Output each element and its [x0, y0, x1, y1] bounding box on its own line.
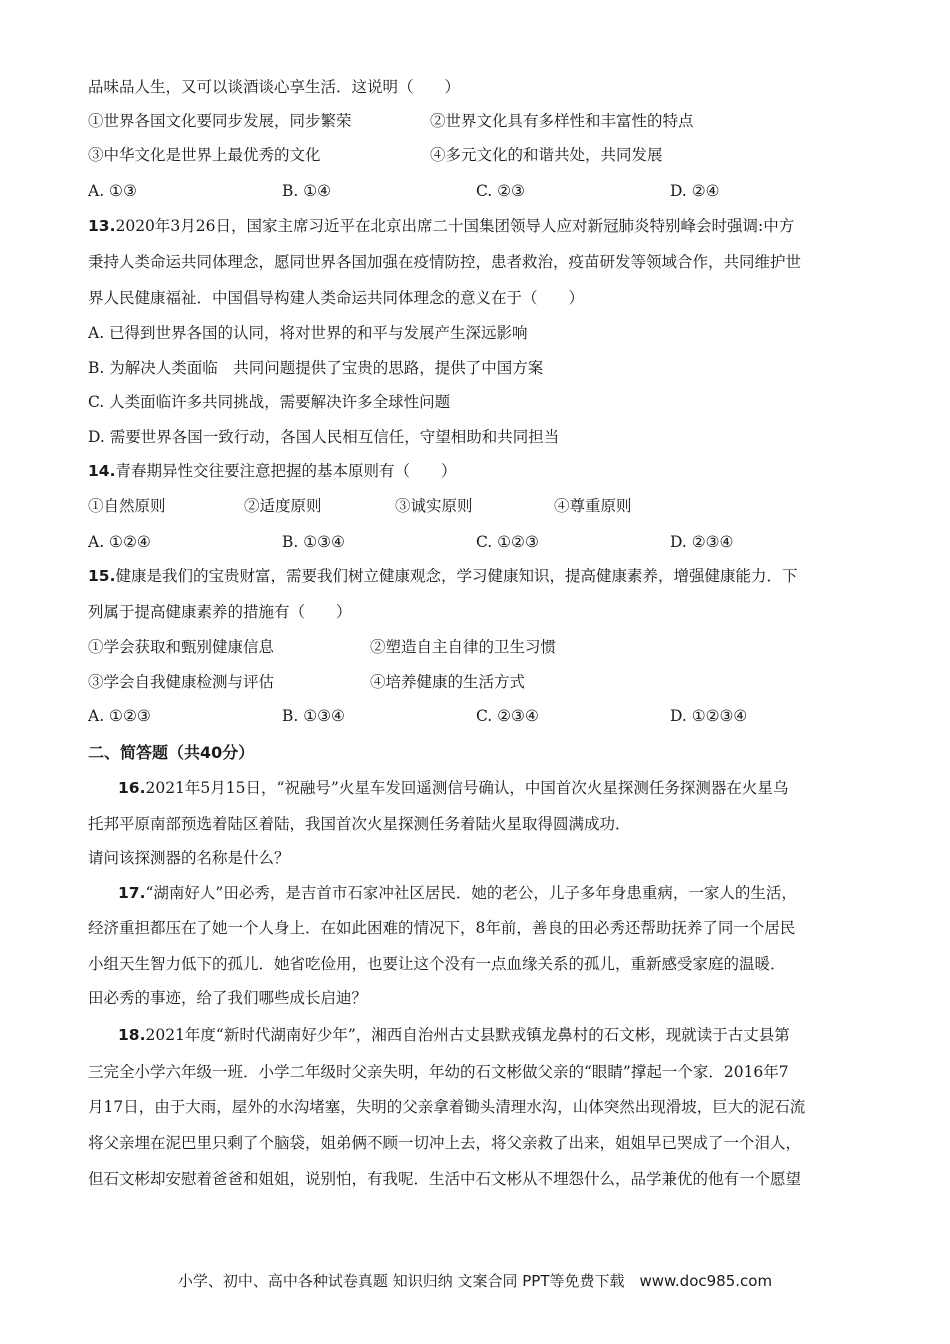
q15-option-b: B. ①③④ — [282, 707, 345, 725]
q15-item-1: ①学会获取和甄别健康信息 — [88, 638, 275, 656]
q15-item-2: ②塑造自主自律的卫生习惯 — [370, 638, 557, 656]
q16-line-1: 16.2021年5月15日，“祝融号”火星车发回遥测信号确认，中国首次火星探测任务探测器在火星乌 — [118, 779, 789, 797]
q18-number: 18. — [118, 1026, 146, 1044]
q12-item-1: ①世界各国文化要同步发展，同步繁荣 — [88, 112, 352, 130]
q17-line-1: 17.“湖南好人”田必秀，是吉首市石家冲社区居民．她的老公，儿子多年身患重病，一家人的生活， — [118, 884, 797, 902]
q18-line-5: 但石文彬却安慰着爸爸和姐姐，说别怕，有我呢．生活中石文彬从不埋怨什么，品学兼优的他有一个愿望 — [88, 1170, 802, 1188]
q14-option-c: C. ①②③ — [476, 533, 539, 551]
q12-item-4: ④多元文化的和谐共处，共同发展 — [430, 146, 663, 164]
q14-stem: 14.青春期异性交往要注意把握的基本原则有（ ） — [88, 462, 457, 480]
q17-line-2: 经济重担都压在了她一个人身上．在如此困难的情况下，8年前，善良的田必秀还帮助抚养了同一个居民 — [88, 919, 796, 937]
q13-stem-line-3: 界人民健康福祉．中国倡导构建人类命运共同体理念的意义在于（ ） — [88, 289, 585, 307]
q18-line-1: 18.2021年度“新时代湖南好少年”，湘西自治州古丈县默戎镇龙鼻村的石文彬，现就读于古丈县第 — [118, 1026, 790, 1044]
q15-stem-line-1: 15.健康是我们的宝贵财富，需要我们树立健康观念，学习健康知识，提高健康素养，增强健康能力．下 — [88, 567, 798, 585]
q14-item-1: ①自然原则 — [88, 497, 166, 515]
q15-option-c: C. ②③④ — [476, 707, 539, 725]
q14-option-a: A. ①②④ — [88, 533, 151, 551]
q18-line-4: 将父亲埋在泥巴里只剩了个脑袋，姐弟俩不顾一切冲上去，将父亲救了出来，姐姐早已哭成了一个泪人， — [88, 1134, 802, 1152]
q17-question: 田必秀的事迹，给了我们哪些成长启迪？ — [88, 989, 368, 1007]
q13-stem-line-2: 秉持人类命运共同体理念，愿同世界各国加强在疫情防控，患者救治，疫苗研发等领域合作，共同维护世 — [88, 253, 802, 271]
section-heading: 二、简答题（共40分） — [88, 743, 255, 762]
q12-item-3: ③中华文化是世界上最优秀的文化 — [88, 146, 321, 164]
q13-number: 13. — [88, 217, 116, 235]
q13-option-a: A. 已得到世界各国的认同，将对世界的和平与发展产生深远影响 — [88, 324, 528, 342]
q12-stem: 品味品人生，又可以谈酒谈心享生活．这说明（ ） — [88, 78, 461, 96]
q18-line-3: 月17日，由于大雨，屋外的水沟堵塞，失明的父亲拿着锄头清理水沟，山体突然出现滑坡，巨大的泥石流 — [88, 1098, 806, 1116]
q13-stem-line-1: 13.2020年3月26日，国家主席习近平在北京出席二十国集团领导人应对新冠肺炎特别峰会时强调:中方 — [88, 217, 795, 235]
q14-item-2: ②适度原则 — [244, 497, 322, 515]
q13-option-d: D. 需要世界各国一致行动，各国人民相互信任，守望相助和共同担当 — [88, 428, 560, 446]
q15-option-d: D. ①②③④ — [670, 707, 748, 725]
q12-item-2: ②世界文化具有多样性和丰富性的特点 — [430, 112, 694, 130]
q17-number: 17. — [118, 884, 146, 902]
q12-option-c: C. ②③ — [476, 182, 525, 200]
q15-item-3: ③学会自我健康检测与评估 — [88, 673, 275, 691]
q12-option-b: B. ①④ — [282, 182, 332, 200]
q15-stem-line-2: 列属于提高健康素养的措施有（ ） — [88, 603, 352, 621]
q14-number: 14. — [88, 462, 116, 480]
q13-option-b: B. 为解决人类面临 共同问题提供了宝贵的思路，提供了中国方案 — [88, 359, 544, 377]
q17-line-3: 小组天生智力低下的孤儿．她省吃俭用，也要让这个没有一点血缘关系的孤儿，重新感受家庭的温暖． — [88, 955, 786, 973]
q14-item-4: ④尊重原则 — [554, 497, 632, 515]
q12-option-a: A. ①③ — [88, 182, 137, 200]
q13-option-c: C. 人类面临许多共同挑战，需要解决许多全球性问题 — [88, 393, 451, 411]
footer-download-banner: 小学、初中、高中各种试卷真题 知识归纳 文案合同 PPT等免费下载 www.doc985.com — [177, 1272, 773, 1290]
q15-item-4: ④培养健康的生活方式 — [370, 673, 526, 691]
q14-option-d: D. ②③④ — [670, 533, 734, 551]
q16-question: 请问该探测器的名称是什么？ — [88, 849, 290, 867]
q14-option-b: B. ①③④ — [282, 533, 345, 551]
q12-option-d: D. ②④ — [670, 182, 720, 200]
q16-number: 16. — [118, 779, 146, 797]
q15-number: 15. — [88, 567, 116, 585]
q14-item-3: ③诚实原则 — [395, 497, 473, 515]
q15-option-a: A. ①②③ — [88, 707, 151, 725]
q16-line-2: 托邦平原南部预选着陆区着陆，我国首次火星探测任务着陆火星取得圆满成功． — [88, 815, 631, 833]
q18-line-2: 三完全小学六年级一班．小学二年级时父亲失明，年幼的石文彬做父亲的“眼睛”撑起一个家．2016年7 — [88, 1063, 789, 1081]
